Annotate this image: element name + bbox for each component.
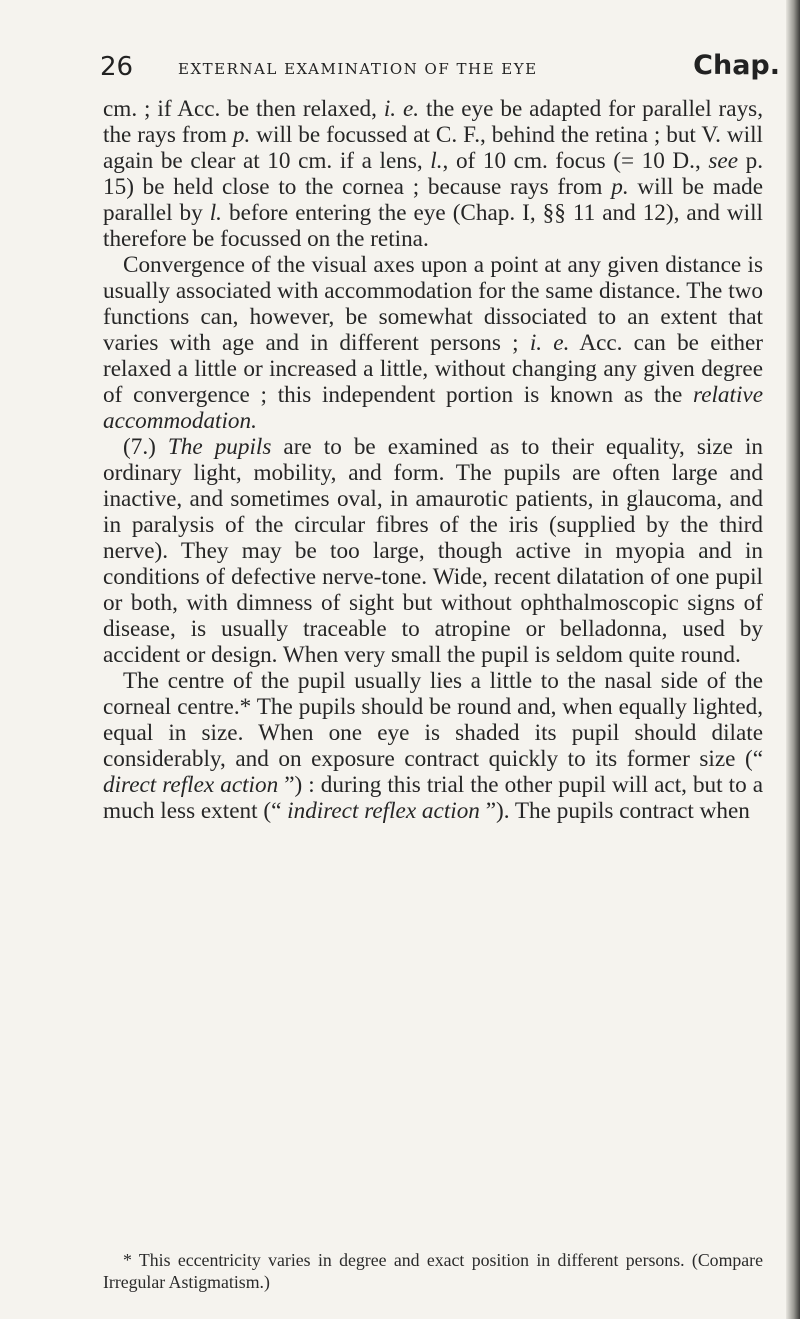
italic-text: direct reflex action bbox=[103, 772, 279, 798]
italic-text: p. bbox=[232, 122, 251, 148]
footnote bbox=[103, 1249, 763, 1293]
running-title: EXTERNAL EXAMINATION OF THE EYE bbox=[178, 60, 538, 78]
text-run: will be made parallel by bbox=[103, 174, 764, 226]
footnote-text: * This eccentricity varies in degree and exact position in different persons. (Compare Irregular Astigmatism.) bbox=[103, 1250, 763, 1292]
text-run: Acc. can be either relaxed a little or increased a little, without changing any given degree of convergence ; this independent portion is known as the bbox=[103, 330, 763, 408]
text-run: (7.) bbox=[123, 434, 168, 460]
text-run: cm. ; if Acc. be then relaxed, bbox=[103, 96, 384, 122]
text-run: , of 10 cm. focus (= 10 D., bbox=[442, 148, 709, 174]
text-run: are to be examined as to their equality, size in ordinary light, mobility, and form. The pupils are often large and inactive, and sometimes oval, in amaurotic patients, in glaucoma, and in paralysis of the circular fibres of the iris (supplied by the third nerve). They may be too large, though active in myopia and in conditions of defective nerve-tone. Wide, recent dilatation of one pupil or both, with dimness of sight but without ophthalmoscopic signs of disease, is usually traceable to atropine or belladonna, used by accident or design. When very small the pupil is seldom quite round. bbox=[103, 434, 763, 668]
italic-text: l. bbox=[430, 148, 443, 174]
running-head bbox=[100, 50, 780, 90]
page-number: 26 bbox=[100, 52, 134, 82]
text-run: Convergence of the visual axes upon a point at any given distance is usually associated with accommodation for the same distance. The two functions can, however, be somewhat dissociated to an extent that varies with age and in different persons ; bbox=[103, 252, 763, 356]
italic-text: p. bbox=[611, 174, 629, 200]
italic-text: The pupils bbox=[167, 434, 272, 460]
paragraph bbox=[103, 252, 763, 434]
text-run: before entering the eye (Chap. I, §§ 11 and 12), and will therefore be focussed on the retina. bbox=[103, 200, 763, 252]
paragraph bbox=[103, 96, 763, 252]
text-run: will be focussed at C. F., behind the retina ; but V. will again be clear at 10 cm. if a lens, bbox=[103, 122, 763, 174]
italic-text: see bbox=[708, 148, 738, 174]
italic-text: l. bbox=[209, 200, 222, 226]
body-text bbox=[103, 96, 763, 824]
text-run: the eye be adapted for parallel rays, the rays from bbox=[103, 96, 763, 148]
italic-text: relative accommodation. bbox=[103, 382, 763, 434]
italic-text: i. e. bbox=[383, 96, 420, 122]
page-edge-shadow bbox=[786, 0, 800, 1319]
text-run: ”). The pupils contract when bbox=[479, 798, 750, 824]
italic-text: indirect reflex action bbox=[287, 798, 480, 824]
text-run: The centre of the pupil usually lies a little to the nasal side of the corneal centre.* The pupils should be round and, when equally lighted, equal in size. When one eye is shaded its pupil should dilate considerably, and on exposure contract quickly to its former size (“ bbox=[103, 668, 763, 772]
text-run: ”) : during this trial the other pupil will act, but to a much less extent (“ bbox=[103, 772, 763, 824]
italic-text: i. e. bbox=[529, 330, 570, 356]
paragraph bbox=[103, 434, 763, 668]
chapter-label: Chap. bbox=[693, 50, 780, 81]
paragraph bbox=[103, 668, 763, 824]
text-run: p. 15) be held close to the cornea ; because rays from bbox=[103, 148, 763, 200]
